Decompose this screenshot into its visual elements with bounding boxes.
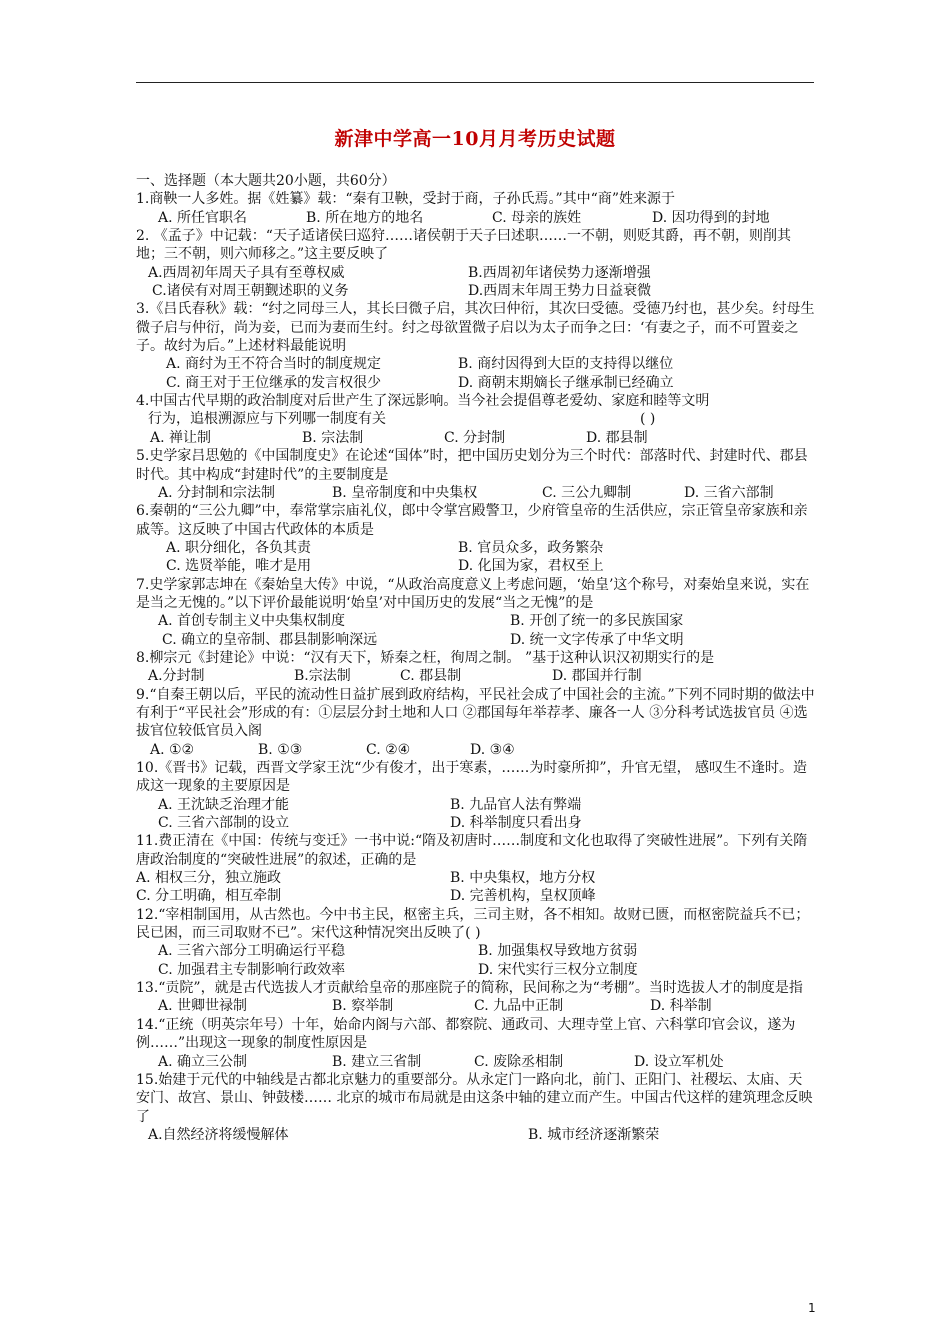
- option-d: D. 郡县制: [586, 429, 648, 446]
- option-b: B.西周初年诸侯势力逐渐增强: [468, 264, 651, 281]
- option-d: D. 郡国并行制: [552, 668, 642, 685]
- option-c: C. 分工明确，相互牵制: [136, 888, 282, 905]
- option-a: A.西周初年周天子具有至尊权威: [148, 264, 345, 281]
- option-d: D.西周末年周王势力日益衰微: [468, 283, 652, 300]
- option-a: A. 禅让制: [150, 429, 212, 446]
- option-b: B. 所在地方的地名: [306, 209, 424, 226]
- question-14-stem: 14.“正统（明英宗年号）十年，始命内阁与六部、都察院、通政司、大理寺堂上官、六科掌印官会议，遂为例……”出现这一现象的制度性原因是: [136, 1016, 796, 1052]
- question-11-stem: 11.费正清在《中国：传统与变迁》一书中说:“隋及初唐时……制度和文化也取得了突破性进展”。下列有关隋唐政治制度的“突破性进展”的叙述，正确的是: [136, 833, 808, 868]
- option-a: A. 所任官职名: [158, 209, 248, 226]
- option-b: B. 察举制: [332, 998, 394, 1015]
- page-number: 1: [808, 1301, 816, 1315]
- option-b: B. 开创了统一的多民族国家: [510, 613, 684, 630]
- question-4-stem-cont: [136, 410, 816, 428]
- question-12-stem: 12.“宰相制国用，从古然也。今中书主民，枢密主兵，三司主财，各不相知。故财已匮，而枢密院益兵不已；民已困，而三司取财不已”。宋代这种情况突出反映了( ): [136, 906, 810, 942]
- question-15-stem: 15.始建于元代的中轴线是古都北京魅力的重要部分。从永定门一路向北，前门、正阳门、社稷坛、太庙、天安门、故宫、景山、钟鼓楼…… 北京的城市布局就是由这条中轴的建立而产生。中国古代这样的建筑理念反映了: [136, 1071, 813, 1125]
- option-d: D. 三省六部制: [684, 484, 774, 501]
- option-b: B.宗法制: [294, 668, 351, 685]
- option-b: B. ①③: [258, 741, 303, 758]
- option-d: D. 因功得到的封地: [652, 209, 770, 226]
- option-d: D. 科举制: [650, 998, 712, 1015]
- question-1-options: [136, 209, 816, 227]
- option-c: C. 商王对于王位继承的发言权很少: [166, 374, 382, 391]
- option-d: D. 宋代实行三权分立制度: [478, 961, 638, 978]
- option-b: B. 加强集权导致地方贫弱: [478, 943, 638, 960]
- option-b: B. 皇帝制度和中央集权: [332, 484, 478, 501]
- option-c: C.诸侯有对周王朝觐述职的义务: [152, 283, 349, 300]
- question-2-stem: 2. 《孟子》中记载：“天子适诸侯曰巡狩……诸侯朝于天子曰述职……一不朝，则贬其爵，再不朝，则削其地；三不朝，则六师移之。”这主要反映了: [136, 228, 791, 263]
- option-d: D. 化国为家，君权至上: [458, 558, 604, 575]
- option-a: A. ①②: [150, 741, 195, 758]
- question-13-options: [136, 997, 816, 1015]
- option-b: B. 建立三省制: [332, 1053, 422, 1070]
- option-c: C. 确立的皇帝制、郡县制影响深远: [162, 631, 378, 648]
- option-c: C. 分封制: [444, 429, 506, 446]
- question-3-options-row2: [136, 374, 816, 392]
- question-1-stem: 1.商鞅一人多姓。据《姓纂》载：“秦有卫鞅，受封于商，子孙氏焉。”其中“商”姓来源于: [136, 191, 675, 208]
- page-title: 新津中学高一10月月考历史试题: [334, 128, 616, 150]
- option-b: B. 城市经济逐渐繁荣: [528, 1126, 660, 1143]
- option-a: A. 商纣为王不符合当时的制度规定: [166, 356, 382, 373]
- question-5-options: [136, 484, 816, 502]
- option-c: C. ②④: [366, 741, 411, 758]
- section-heading: 一、选择题（本大题共20小题，共60分）: [136, 173, 396, 189]
- question-3-stem: 3.《吕氏春秋》载：“纣之同母三人，其长曰微子启，其次曰仲衍，其次曰受德。受德乃纣也，甚少矣。纣母生微子启与仲衍，尚为妾，已而为妻而生纣。纣之母欲置微子启以为太子而争之曰：‘有妻之子，而不可置妾之子。故纣为后。”上述材料最能说明: [136, 301, 815, 355]
- option-b: B. 商纣因得到大臣的支持得以继位: [458, 356, 674, 373]
- question-4-stem: 4.中国古代早期的政治制度对后世产生了深远影响。当今社会提倡尊老爱幼、家庭和睦等文明: [136, 393, 710, 410]
- option-d: D. 完善机构，皇权顶峰: [450, 888, 596, 905]
- question-2-options-row2: [136, 282, 816, 300]
- option-b: B. 中央集权，地方分权: [450, 870, 596, 887]
- option-d: D. 科举制度只看出身: [450, 815, 582, 832]
- header-rule: [136, 82, 814, 83]
- option-a: A. 分封制和宗法制: [158, 484, 276, 501]
- question-6-options-row1: [136, 539, 816, 557]
- question-14-options: [136, 1053, 816, 1071]
- exam-content: [136, 172, 816, 1144]
- option-c: C. 九品中正制: [474, 998, 564, 1015]
- option-d: D. 设立军机处: [634, 1053, 724, 1070]
- question-12-options-row2: [136, 961, 816, 979]
- option-b: B. 九品官人法有弊端: [450, 796, 582, 813]
- answer-paren: ( ): [640, 411, 656, 428]
- question-11-options-row1: [136, 869, 816, 887]
- option-a: A. 世卿世禄制: [158, 998, 248, 1015]
- question-7-options-row2: [136, 631, 816, 649]
- question-13-stem: 13.“贡院”，就是古代选拔人才贡献给皇帝的那座院子的简称，民间称之为“考棚”。当时选拔人才的制度是指: [136, 980, 803, 997]
- option-d: D. ③④: [470, 741, 515, 758]
- option-d: D. 商朝末期嫡长子继承制已经确立: [458, 374, 674, 391]
- option-a: A. 确立三公制: [158, 1053, 248, 1070]
- question-4-options: [136, 429, 816, 447]
- option-c: C. 郡县制: [400, 668, 462, 685]
- question-15-options-row1: [136, 1126, 816, 1144]
- question-4-stem-line2: 行为，追根溯源应与下列哪一制度有关: [148, 411, 386, 428]
- question-11-options-row2: [136, 887, 816, 905]
- question-10-stem: 10.《晋书》记载，西晋文学家王沈“少有俊才，出于寒素，……为时豪所抑”，升官无望， 感叹生不逢时。造成这一现象的主要原因是: [136, 760, 808, 795]
- question-10-options-row1: [136, 796, 816, 814]
- question-7-options-row1: [136, 612, 816, 630]
- option-a: A. 职分细化，各负其责: [166, 539, 312, 556]
- option-c: C. 加强君主专制影响行政效率: [158, 961, 346, 978]
- question-8-stem: 8.柳宗元《封建论》中说：“汉有天下，矫秦之枉，徇周之制。 ”基于这种认识汉初期实行的是: [136, 649, 715, 666]
- question-10-options-row2: [136, 814, 816, 832]
- option-d: D. 统一文字传承了中华文明: [510, 631, 684, 648]
- option-c: C. 选贤举能，唯才是用: [166, 558, 312, 575]
- question-9-options: [136, 741, 816, 759]
- option-b: B. 宗法制: [302, 429, 364, 446]
- question-8-options: [136, 667, 816, 685]
- option-c: C. 母亲的族姓: [492, 209, 582, 226]
- option-a: A. 三省六部分工明确运行平稳: [158, 943, 346, 960]
- question-12-options-row1: [136, 942, 816, 960]
- option-c: C. 废除丞相制: [474, 1053, 564, 1070]
- option-c: C. 三公九卿制: [542, 484, 632, 501]
- question-7-stem: 7.史学家郭志坤在《秦始皇大传》中说，“从政治高度意义上考虑问题，‘始皇’这个称号，对秦始皇来说，实在是当之无愧的。”以下评价最能说明‘始皇’对中国历史的发展“当之无愧”的是: [136, 576, 810, 611]
- option-a: A. 王沈缺乏治理才能: [158, 796, 290, 813]
- option-a: A. 相权三分，独立施政: [136, 870, 282, 887]
- option-c: C. 三省六部制的设立: [158, 815, 290, 832]
- option-a: A.自然经济将缓慢解体: [148, 1126, 289, 1143]
- option-a: A. 首创专制主义中央集权制度: [158, 613, 346, 630]
- option-a: A.分封制: [148, 668, 205, 685]
- question-6-options-row2: [136, 557, 816, 575]
- option-b: B. 官员众多，政务繁杂: [458, 539, 604, 556]
- question-2-options-row1: [136, 264, 816, 282]
- question-9-stem: 9.“自秦王朝以后，平民的流动性日益扩展到政府结构，平民社会成了中国社会的主流。”下列不同时期的做法中有利于“平民社会”形成的有：①层层分封土地和人口 ②郡国每年举荐孝、廉各一人 ③分科考试选拔官员 ④选拔官位较低官员入阁: [136, 686, 815, 740]
- question-3-options-row1: [136, 355, 816, 373]
- question-5-stem: 5.史学家吕思勉的《中国制度史》在论述“国体”时，把中国历史划分为三个时代：部落时代、封建时代、郡县时代。其中构成“封建时代”的主要制度是: [136, 448, 808, 483]
- question-6-stem: 6.秦朝的“三公九卿”中，奉常掌宗庙礼仪，郎中令掌宫殿警卫，少府管皇帝的生活供应，宗正管皇帝家族和亲戚等。这反映了中国古代政体的本质是: [136, 503, 808, 538]
